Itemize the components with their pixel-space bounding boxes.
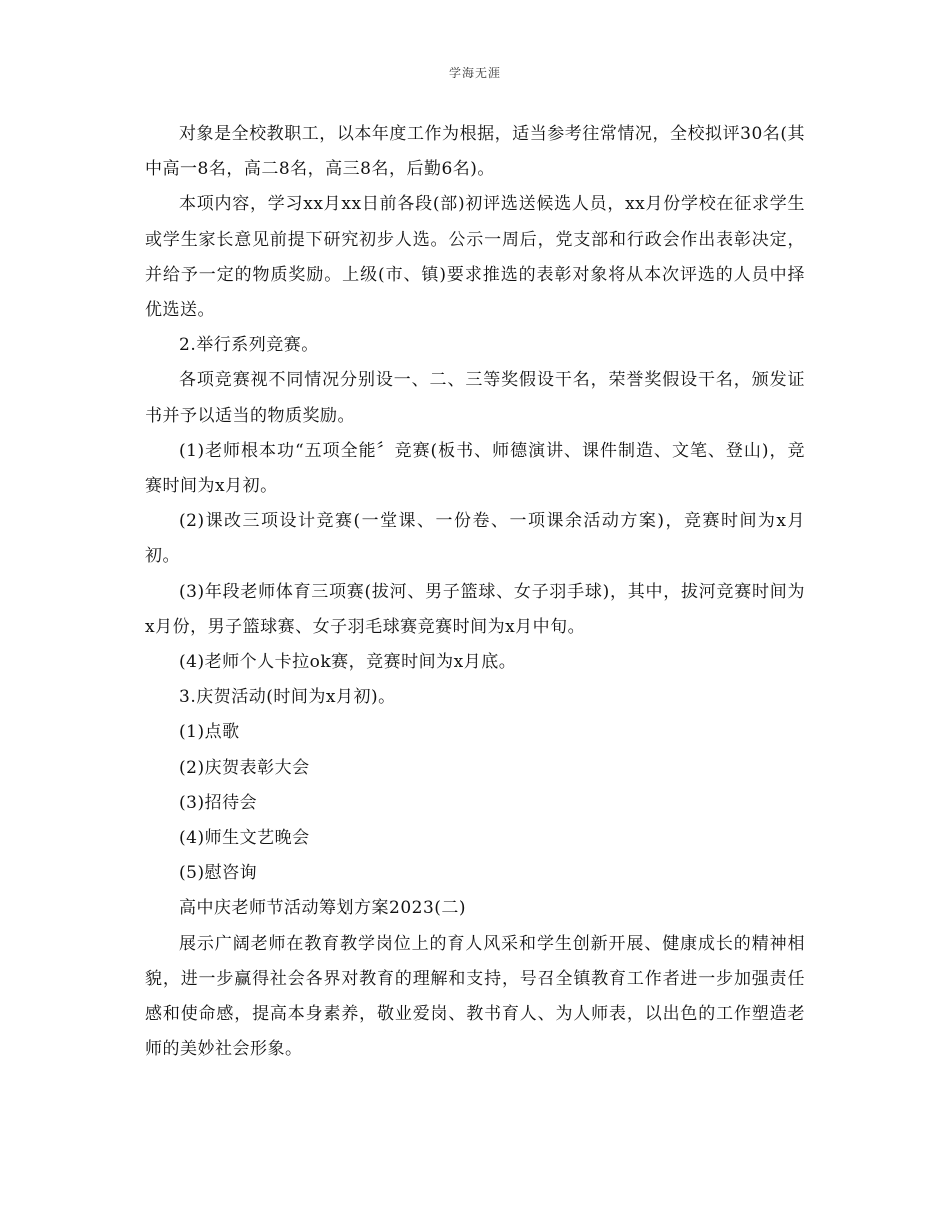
list-item-celebration-1: (1)点歌 (179, 722, 240, 743)
document-body (145, 117, 805, 1067)
page-header: 学海无涯 (448, 66, 501, 80)
list-item-competition-1: (1)老师根本功“五项全能〞竞赛(板书、师德演讲、课件制造、文笔、登山)，竞赛时间为x月初。 (145, 440, 805, 497)
list-item-competition-4: (4)老师个人卡拉ok赛，竞赛时间为x月底。 (179, 652, 517, 673)
paragraph-plan-purpose: 展示广阔老师在教育教学岗位上的育人风采和学生创新开展、健康成长的精神相貌，进一步赢得社会各界对教育的理解和支持，号召全镇教育工作者进一步加强责任感和使命感，提高本身素养，敬业爱岗、教书育人、为人师表，以出色的工作塑造老师的美妙社会形象。 (145, 933, 805, 1060)
paragraph-competition-awards: 各项竞赛视不同情况分别设一、二、三等奖假设干名，荣誉奖假设干名，颁发证书并予以适当的物质奖励。 (145, 370, 805, 426)
paragraph-evaluation-process: 本项内容，学习xx月xx日前各段(部)初评选送候选人员，xx月份学校在征求学生或学生家长意见前提下研究初步人选。公示一周后，党支部和行政会作出表彰决定，并给予一定的物质奖励。上级(市、镇)要求推选的表彰对象将从本次评选的人员中择优选送。 (145, 194, 805, 321)
paragraph-evaluation-scope: 对象是全校教职工，以本年度工作为根据，适当参考往常情况，全校拟评30名(其中高一8名，高二8名，高三8名，后勤6名)。 (145, 124, 805, 180)
list-item-celebration-5: (5)慰咨询 (179, 863, 258, 884)
list-item-competition-3: (3)年段老师体育三项赛(拔河、男子篮球、女子羽手球)，其中，拔河竞赛时间为x月份，男子篮球赛、女子羽毛球赛竞赛时间为x月中旬。 (145, 581, 805, 637)
section-title-plan-2: 高中庆老师节活动筹划方案2023(二) (179, 898, 467, 919)
section-heading-celebration: 3.庆贺活动(时间为x月初)。 (179, 687, 396, 708)
list-item-celebration-2: (2)庆贺表彰大会 (179, 757, 310, 778)
list-item-celebration-4: (4)师生文艺晚会 (179, 828, 310, 849)
list-item-competition-2: (2)课改三项设计竞赛(一堂课、一份卷、一项课余活动方案)，竞赛时间为x月初。 (145, 511, 805, 567)
section-heading-competitions: 2.举行系列竞赛。 (179, 335, 319, 356)
list-item-celebration-3: (3)招待会 (179, 792, 258, 813)
